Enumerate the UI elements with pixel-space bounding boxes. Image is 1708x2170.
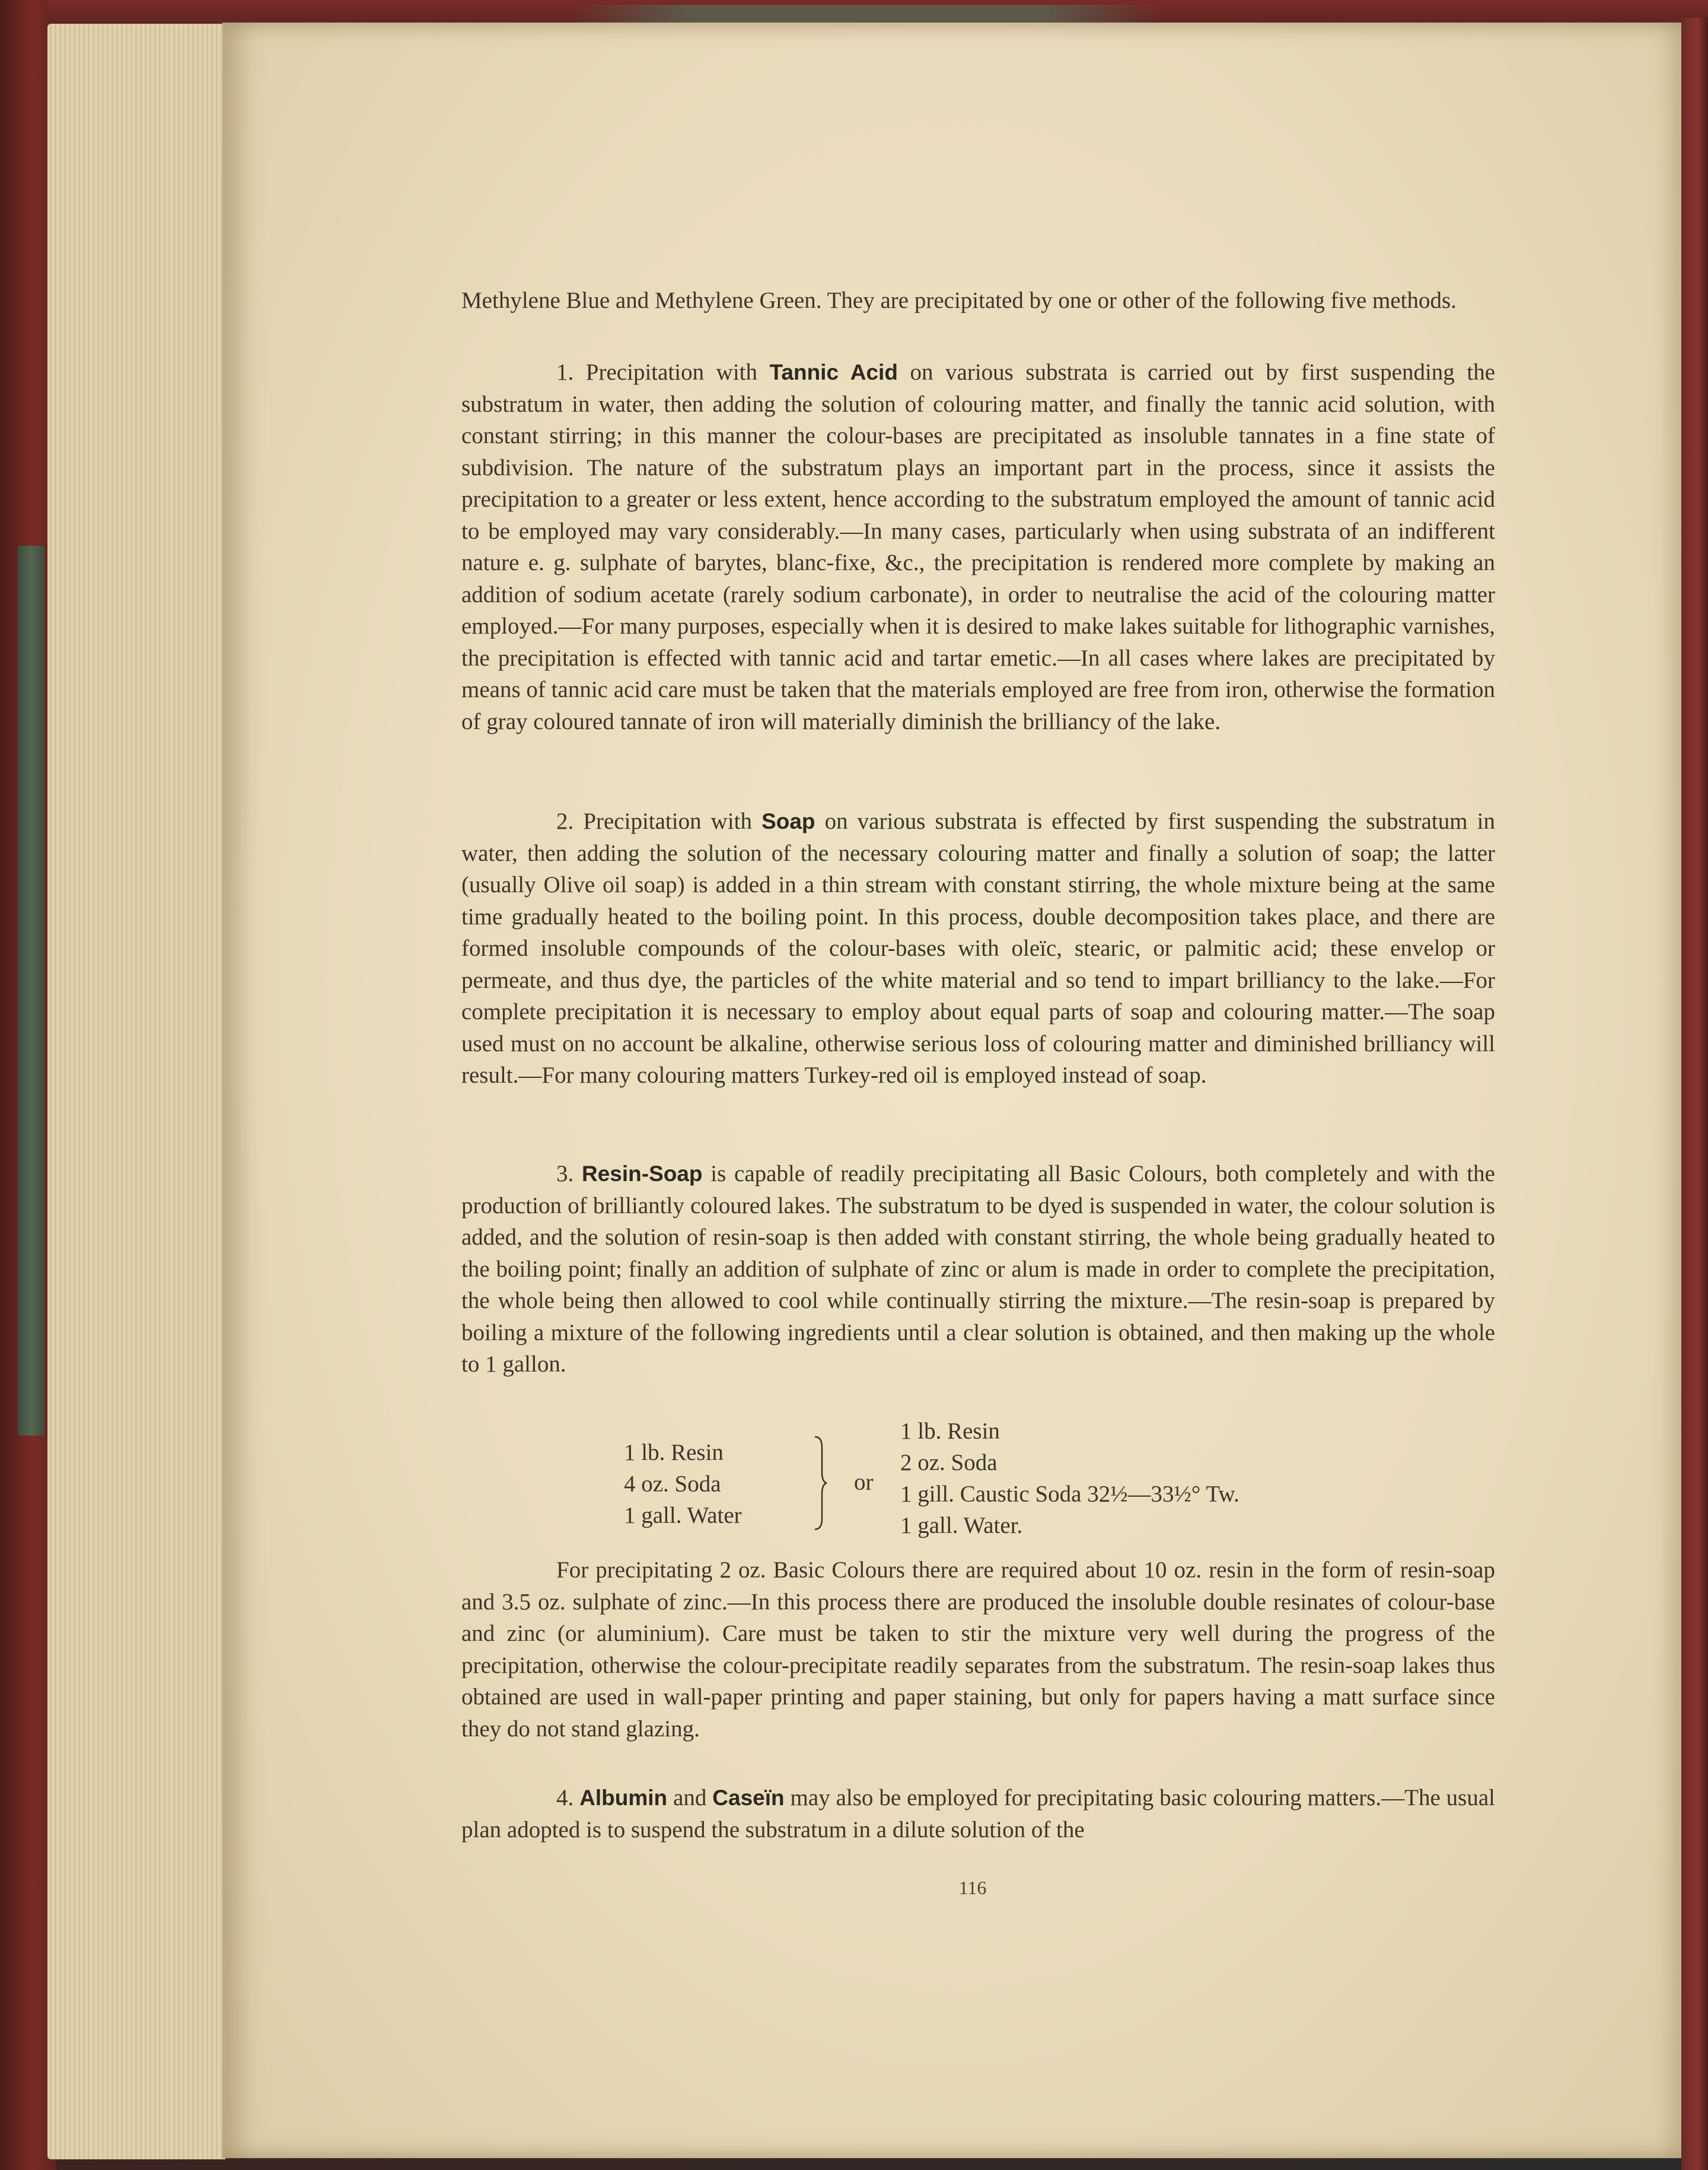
recipe-right-line: 1 gall. Water. (900, 1513, 1023, 1538)
paragraph-text: on various substrata is carried out by first suspending the substratum in water, then adding the solution of colouring matter, and finally the tannic acid solution, with constant stirring; in this manner the colour-bases are precipitated as insoluble tannates in a fine state of subdivision. The nature of the substratum plays an important part in the process, since it assists the precipitation to a greater or less extent, hence according to the substratum employed the amount of tannic acid to be employed may vary considerably.—In many cases, particularly when using substrata of an indifferent nature e. g. sulphate of barytes, blanc-fixe, &c., the precipitation is rendered more complete by making an addition of sodium acetate (rarely sodium carbonate), in order to neutralise the acid of the colouring matter employed.—For many purposes, especially when it is desired to make lakes suitable for lithographic varnishes, the precipitation is effected with tannic acid and tartar emetic.—In all cases where lakes are precipitated by means of tannic acid care must be taken that the materials employed are free from iron, otherwise the formation of gray coloured tannate of iron will materially diminish the brilliancy of the lake. (461, 359, 1496, 734)
paragraph-text: is capable of readily precipitating all Basic Colours, both completely and with the production of brilliantly coloured lakes. The substratum to be dyed is suspended in water, the colour solution is added, and the solution of resin-soap is then added with constant stirring, the whole being gradually heated to the boiling point; finally an addition of sulphate of zinc or alum is made in order to complete the precipitation, the whole being then allowed to cool while continually stirring the mixture.—The resin-soap is prepared by boiling a mixture of the following ingredients until a clear solution is obtained, and then making up the whole to 1 gallon. (461, 1161, 1495, 1377)
paragraph-precipitating: For precipitating 2 oz. Basic Colours there are required about 10 oz. resin in the form of resin-soap and 3.5 oz. sulphate of zinc.—In this process there are produced the insoluble double resinates of colour-base and zinc (or aluminium). Care must be taken to stir the mixture very well during the progress of the precipitation, otherwise the colour-precipitate readily separates from the substratum. The resin-soap lakes thus obtained are used in wall-paper printing and paper staining, but only for papers having a matt surface since they do not stand glazing. (461, 1557, 1495, 1742)
paragraph-text: on various substrata is effected by first suspending the substratum in water, then adding the solution of the necessary colouring matter and finally a solution of soap; the latter (usually Olive oil soap) is added in a thin stream with constant stirring, the whole mixture being at the same time gradually heated to the boiling point. In this process, double decomposition takes place, and there are formed insoluble compounds of the colour-bases with oleïc, stearic, or palmitic acid; these envelop or permeate, and thus dye, the particles of the white material and so tend to impart brilliancy to the lake.—For complete precipitation it is necessary to employ about equal parts of soap and colouring matter.—The soap used must on no account be alkaline, otherwise serious loss of colouring matter and diminished brilliancy will result.—For many colouring matters Turkey-red oil is employed instead of soap. (461, 809, 1495, 1088)
heading-resin-soap: Resin-Soap (582, 1162, 703, 1186)
curly-brace-icon (814, 1436, 828, 1531)
heading-albumin: Albumin (579, 1786, 668, 1810)
page-number: 116 (958, 1877, 987, 1898)
page-edges (47, 24, 225, 2159)
recipe-right-line: 2 oz. Soda (900, 1450, 998, 1475)
paragraph-albumin-casein (461, 1782, 1495, 1846)
recipe-left-line: 1 gall. Water (624, 1503, 742, 1528)
paragraph-tannic-acid (461, 357, 1495, 737)
recipe-left-line: 1 lb. Resin (624, 1440, 724, 1465)
book-cover-right (1681, 18, 1708, 2170)
paragraph-mid: and (667, 1785, 713, 1811)
heading-tannic-acid: Tannic Acid (769, 360, 898, 384)
paragraph-intro: Methylene Blue and Methylene Green. They are precipitated by one or other of the following five methods. (461, 288, 1457, 313)
recipe-right-line: 1 gill. Caustic Soda 32½—33½° Tw. (900, 1481, 1239, 1507)
book-spine-label (18, 546, 44, 1436)
recipe-or: or (854, 1469, 874, 1495)
recipe-right (900, 1415, 1239, 1541)
paragraph-text: may also be employed for precipitating basic colouring matters.—The usual plan adopted is to suspend the substratum in a dilute solution of the (461, 1785, 1495, 1843)
paragraph-resin-soap (461, 1158, 1495, 1380)
paragraph-lead: 2. Precipitation with (556, 809, 762, 834)
paragraph-soap (461, 806, 1495, 1092)
recipe-right-line: 1 lb. Resin (900, 1418, 1000, 1444)
paragraph-lead: 4. (556, 1785, 580, 1811)
heading-soap: Soap (761, 809, 815, 833)
book-cover-top-band (569, 5, 1162, 23)
recipe-left (624, 1437, 742, 1531)
recipe-left-line: 4 oz. Soda (624, 1471, 721, 1497)
paragraph-lead: 1. Precipitation with (556, 359, 770, 385)
paragraph-lead: 3. (556, 1161, 582, 1186)
heading-casein: Caseïn (712, 1786, 785, 1810)
